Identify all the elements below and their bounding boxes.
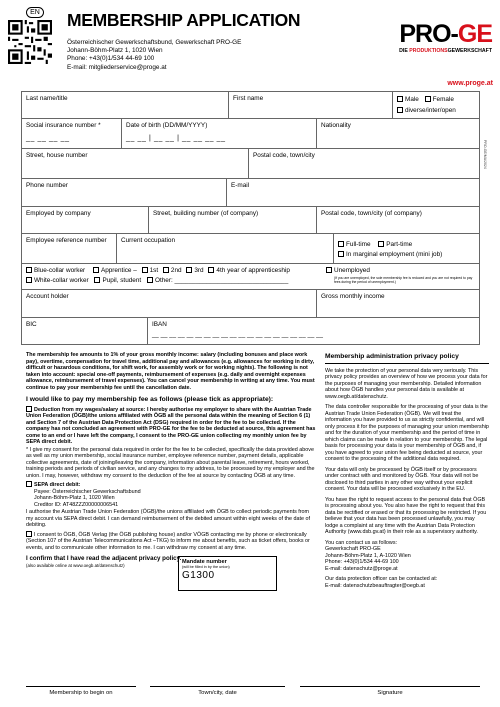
org-address [67,39,241,72]
dpo-email[interactable]: E-mail: datenschutzbeauftragter@oegb.at [325,582,425,589]
qr-code [8,20,52,64]
mandate-title: Mandate number [182,559,227,565]
iban-field[interactable]: IBAN __ __ __ __ __ __ __ __ __ __ __ __ __ __ __ __ __ __ __ __ [152,321,324,338]
town-date-label: Town/city, date [198,690,237,696]
application-form [21,91,480,345]
org-phone: Phone: +43(0)1/534 44-69 100 [67,55,155,63]
employment-type [334,234,479,263]
privacy-p3: Your data will only be processed by ÖGB itself or by processors under contract with and monitored by ÖGB. Your data will not be disclosed to third parties in any other way without your explicit consent. Your data will be processed exclusively in the EU. [325,466,479,492]
language-badge: EN [26,7,44,18]
verlag-consent[interactable]: I consent to ÖGB, ÖGB Verlag (the ÖGB publishing house) and/or VÖGB contacting me by phone or electronically (Section 107 of the Austrian Telecommunications Act –TKG) to inform me about benefits, such as ticket offers, books or events, and to communicate other information to me. I can withdraw my consent at any time. [26,531,310,551]
female-option[interactable]: Female [425,96,454,103]
page-title: MEMBERSHIP APPLICATION [67,10,301,30]
contact-name: Gewerkschaft PRO-GE [325,546,381,552]
fee-terms [26,352,316,569]
contact-address: Johann-Böhm-Platz 1, A-1020 Wien [325,552,411,559]
org-street: Johann-Böhm-Platz 1, 1020 Wien [67,47,163,55]
company-street-field[interactable]: Street, building number (of company) [149,207,317,233]
blue-collar-option[interactable]: Blue-collar worker [26,267,85,274]
signature-label: Signature [377,690,403,696]
mandate-box [178,556,277,591]
payment-heading: I would like to pay my membership fee as follows (please tick as appropriate): [26,396,274,403]
street-field[interactable]: Street, house number [22,149,249,178]
website-link[interactable]: www.proge.at [447,80,493,87]
account-holder-field[interactable]: Account holder [22,290,317,317]
contact-email[interactable]: E-mail: datenschutz@proge.at [325,565,398,572]
gender-options [393,92,479,118]
consent-text: * I give my consent for the personal data required in order for the fee to be collected, specifically the data provided above as well as my union membership, social insurance number, employee reference number, payment details, applicable collective agreements, date of joining/leaving the company, information about parental leave, retirement, hours worked, training periods and periods of civilian service, and any changes to my address, to be processed by my employer and the union. I may, however, withdraw my consent to the deduction of the fee at source by contacting ÖGB at any time. [26,446,315,479]
signature-line[interactable] [300,686,480,687]
ssn-field[interactable]: Social insurance number * __ __ __ __ [22,119,122,148]
fourth-year-option[interactable]: 4th year of apprenticeship [208,267,290,274]
male-option[interactable]: Male [397,96,419,103]
privacy-p1: We take the protection of your personal data very seriously. This privacy policy provides an overview of how we process your data for the purposes of managing your membership. Detailed information about how ÖGB handles your personal data is available at www.oegb.at/datenschutz. [325,367,488,400]
mandate-number: G1300 [182,570,215,581]
logo-tag-a: DIE [399,48,410,54]
bic-field[interactable]: BIC [22,318,148,345]
privacy-policy [325,352,489,589]
logo-tag-b: PRODUKTIONS [409,48,448,54]
town-date-line[interactable] [150,686,285,687]
sepa-option[interactable]: SEPA direct debit: [26,481,316,489]
begin-label: Membership to begin on [49,690,113,696]
proge-logo [382,22,492,54]
occupation-field[interactable]: Current occupation [117,234,334,263]
fulltime-option[interactable]: Full-time [338,241,371,248]
other-option[interactable]: Other: ________________________________ [147,277,288,284]
payee-name: Payee: Österreichischer Gewerkschaftsbund [34,488,141,495]
apprentice-option[interactable]: Apprentice – [93,267,137,274]
nationality-field[interactable]: Nationality [321,122,351,129]
email-field[interactable]: E-mail [231,182,250,189]
logo-tag-c: GEWERKSCHAFT [447,48,492,54]
form-code: PRO-GE/MA/2024 [483,140,487,169]
fee-intro: The membership fee amounts to 1% of your gross monthly income: salary (including bonuses and place work pay), overtime, compensation for travel time, additional pay and allowances (e.g. allowances for working in dirty, difficult or hazardous conditions, for shift work, for assembly work or for working nights). The following is not taken into account: special one-off payments, reimbursement of expenses (e.g. daily and overnight expenses allowance, reimbursement of travel expenses). You can cancel your membership in writing at any time. You must continue to pay your membership fee until the cancellation date. [26,352,315,391]
third-year-option[interactable]: 3rd [186,267,203,274]
contact-intro: You can contact us as follows: [325,539,398,546]
privacy-online-note: (also available online at www.oegb.at/datenschutz) [26,562,125,568]
payee-address: Johann-Böhm-Platz 1, 1020 Wien [34,495,115,501]
parttime-option[interactable]: Part-time [378,241,412,248]
postal-field[interactable]: Postal code, town/city [253,152,315,159]
employee-ref-field[interactable]: Employee reference number [22,234,117,263]
first-year-option[interactable]: 1st [142,267,159,274]
company-postal-field[interactable]: Postal code, town/city (of company) [321,210,422,217]
unemployed-option[interactable]: Unemployed (If you are unemployed, the sole membership fee is reduced and you are not required to pay fees during the period of unemployment.) [326,266,476,284]
begin-line[interactable] [26,686,136,687]
privacy-p4: You have the right to request access to the personal data that ÖGB is processing about you. You also have the right to request that this data be rectified or erased or that its processing be restricted. If you believe that your data has been processed unlawfully, you may lodge a complaint at any time with the Austrian Data Protection Authority (www.dsb.gv.at) in their role as a supervisory authority. [325,496,487,535]
sepa-text: I authorise the Austrian Trade Union Federation (ÖGB)/the unions affiliated with ÖGB to collect periodic payments from my account via SEPA direct debit. I can demand reimbursement of the debited amount within eight weeks of the date of debiting. [26,509,310,528]
privacy-confirm[interactable]: I confirm that I have read the adjacent privacy policy. [26,555,182,562]
logo-part-b: GE [457,20,492,48]
dpo-intro: Our data protection officer can be contacted at: [325,576,438,582]
phone-field[interactable]: Phone number [22,179,227,206]
first-name-field[interactable]: First name [229,92,393,118]
dob-field[interactable]: Date of birth (DD/MM/YYYY) __ __ | __ __ | __ __ __ __ [122,119,317,148]
second-year-option[interactable]: 2nd [163,267,182,274]
marginal-option[interactable]: In marginal employment (mini job) [338,251,442,258]
org-name: Österreichischer Gewerkschaftsbund, Gewerkschaft PRO-GE [67,39,242,46]
worker-status [22,264,479,289]
mandate-sub: (will be filled in by the union) [182,565,230,569]
diverse-option[interactable]: diverse/inter/open [397,107,456,114]
gross-income-field[interactable]: Gross monthly income [321,293,385,300]
pupil-option[interactable]: Pupil, student [94,277,141,284]
employer-field[interactable]: Employed by company [22,207,149,233]
privacy-p2: The data controller responsible for the processing of your data is the Austrian Trade Union Federation (ÖGB). We will treat the information you have provided to us as strictly confidential, and will only process it for the purposes of managing your union membership and for the duration of your membership and the period of time in which claims can be made in relation to your membership. The legal basis for processing your data is your membership of ÖGB and, if you have agreed to your union fee being deducted at source, your consent to the processing of the additional data required. [325,404,489,462]
contact-phone: Phone: +43(0)1/534 44-69 100 [325,559,399,565]
logo-part-a: PRO- [399,20,458,48]
org-email: E-mail: mitgliederservice@proge.at [67,63,167,71]
white-collar-option[interactable]: White-collar worker [26,277,89,284]
deduction-option[interactable]: Deduction from my wages/salary at source: I hereby authorise my employer to share with the Austrian Trade Union Federation (ÖGB)/the unions affiliated with ÖGB all the personal data within the meaning of Section 6 (1) and Section 7 of the Austrian Data Protection Act (DSG) required in order for the fee to be collected. If the company has not concluded an agreement with PRO-GE for the fee to be deducted at source, this agreement has come to an end or I have left the company, I consent to the PRO-GE union collecting my monthly union fee by SEPA direct debit. [26,406,316,445]
last-name-field[interactable]: Last name/title [22,92,229,118]
creditor-id: Creditor ID: AT48ZZZ00000006541 [34,501,119,508]
privacy-heading: Membership administration privacy policy [325,354,489,364]
unemployed-note: (If you are unemployed, the sole membership fee is reduced and you are not required to pay fees during the period of unemployment.) [334,276,473,284]
